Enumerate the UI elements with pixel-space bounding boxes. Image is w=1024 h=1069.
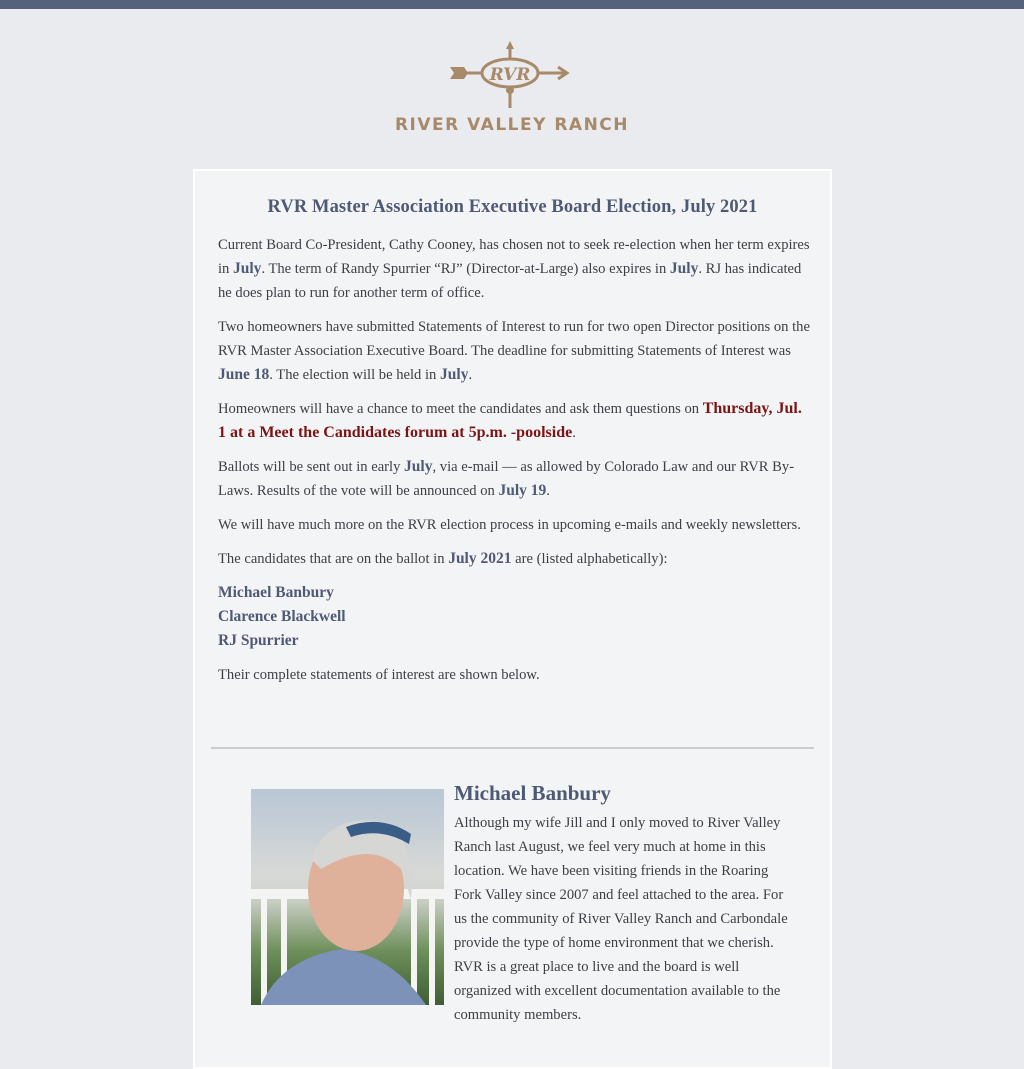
text-run: Ballots will be sent out in early bbox=[218, 459, 405, 475]
text-run: Two homeowners have submitted Statements of Interest to run for two open Director positions on the RVR Master Association Executive Board. The deadline for submitting Statements of Interest was bbox=[218, 319, 810, 359]
emphasis-text: July bbox=[404, 458, 433, 475]
article-card bbox=[193, 169, 832, 1069]
text-run: . bbox=[546, 483, 550, 499]
article-paragraph bbox=[218, 547, 810, 571]
text-run: . bbox=[572, 425, 576, 441]
candidate-name: Michael Banbury bbox=[218, 584, 334, 601]
section-divider bbox=[211, 747, 814, 749]
emphasis-text: July bbox=[440, 366, 469, 383]
top-bar bbox=[0, 0, 1024, 9]
river-valley-ranch-logo[interactable] bbox=[360, 38, 664, 138]
text-run: , via e-mail — as allowed by Colorado Law and our RVR By-Laws. Results of the vote will be announced on bbox=[218, 459, 795, 499]
text-run: Current Board Co-President, Cathy Cooney, has chosen not to seek re-election when her term expires in bbox=[218, 237, 810, 277]
candidate-name: Clarence Blackwell bbox=[218, 608, 346, 625]
candidate-list bbox=[218, 581, 810, 653]
text-run: The candidates that are on the ballot in bbox=[218, 551, 449, 567]
text-run: We will have much more on the RVR election process in upcoming e-mails and weekly newsletters. bbox=[218, 517, 801, 533]
article-paragraph bbox=[218, 455, 810, 503]
emphasis-text: July 19 bbox=[498, 482, 547, 499]
article-paragraph bbox=[218, 397, 810, 445]
text-run: are (listed alphabetically): bbox=[511, 551, 668, 567]
portrait-image bbox=[251, 789, 444, 1005]
emphasis-text: July 2021 bbox=[448, 550, 512, 567]
candidate-name: RJ Spurrier bbox=[218, 632, 299, 649]
statement-text: Although my wife Jill and I only moved to River Valley Ranch last August, we feel very much at home in this location. We have been visiting friends in the Roaring Fork Valley since 2007 and feel attached to the area. For us the community of River Valley Ranch and Carbondale provide the type of home environment that we cherish. RVR is a great place to live and the board is well organized with excellent documentation available to the community members. bbox=[454, 815, 788, 1023]
emphasis-text: June 18 bbox=[218, 366, 270, 383]
article-paragraph bbox=[218, 315, 810, 387]
text-run: . The term of Randy Spurrier “RJ” (Director-at-Large) also expires in bbox=[261, 261, 670, 277]
text-run: Homeowners will have a chance to meet the candidates and ask them questions on bbox=[218, 401, 703, 417]
text-run: . The election will be held in bbox=[269, 367, 441, 383]
article-title: RVR Master Association Executive Board Election, July 2021 bbox=[267, 197, 758, 217]
closing-text: Their complete statements of interest are shown below. bbox=[218, 667, 540, 683]
emphasis-text: July bbox=[669, 260, 699, 277]
text-run: . bbox=[468, 367, 473, 383]
article-paragraph bbox=[218, 513, 810, 537]
text-run: . RJ has indicated he does plan to run for another term of office. bbox=[218, 261, 802, 301]
brand-name: RIVER VALLEY RANCH bbox=[394, 115, 630, 135]
compass-monogram-icon bbox=[360, 38, 664, 113]
event-highlight: Thursday, Jul. 1 at a Meet the Candidates forum at 5p.m. -poolside bbox=[218, 400, 802, 441]
statement-candidate-name: Michael Banbury bbox=[454, 781, 611, 805]
emphasis-text: July bbox=[233, 260, 262, 277]
article-body bbox=[218, 233, 810, 697]
article-paragraph bbox=[218, 233, 810, 305]
candidate-photo bbox=[251, 789, 444, 1005]
svg-text:RVR: RVR bbox=[489, 65, 531, 85]
